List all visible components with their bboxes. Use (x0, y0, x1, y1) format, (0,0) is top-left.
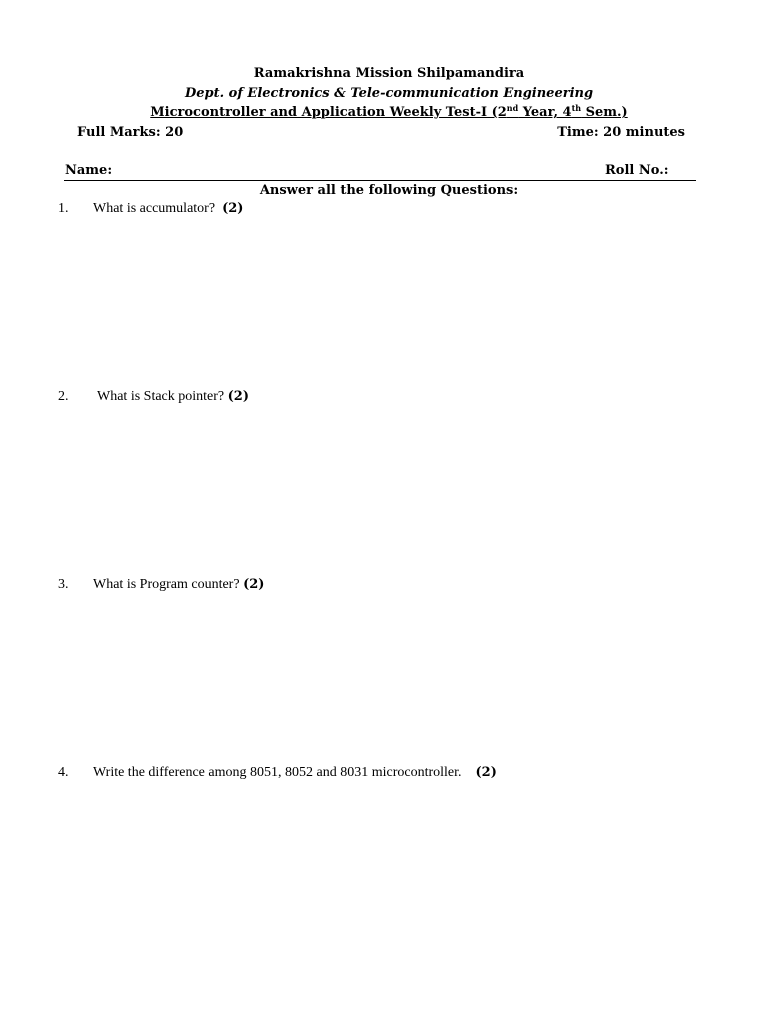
question-number: 1. (58, 201, 69, 216)
department-name: Dept. of Electronics & Tele-communication Engineering (184, 86, 594, 101)
roll-no-label: Roll No.: (605, 163, 669, 178)
test-title (0, 105, 768, 121)
question-number: 4. (58, 765, 69, 780)
question-text: What is Stack pointer? (2) (97, 389, 249, 404)
test-title-text: Microcontroller and Application Weekly Test-I (2nd Year, 4th Sem.) (150, 103, 628, 120)
header-divider (64, 180, 696, 181)
instructions: Answer all the following Questions: (259, 183, 519, 198)
question-text: Write the difference among 8051, 8052 and 8031 microcontroller. (2) (93, 765, 497, 780)
question-marks: (2) (243, 577, 265, 592)
question-marks: (2) (222, 201, 244, 216)
question-marks: (2) (227, 389, 249, 404)
question-number: 2. (58, 389, 69, 404)
question-marks: (2) (475, 765, 497, 780)
institution-name: Ramakrishna Mission Shilpamandira (253, 66, 525, 81)
time-allowed: Time: 20 minutes (557, 125, 685, 140)
question-number: 3. (58, 577, 69, 592)
question-text: What is accumulator? (2) (93, 201, 244, 216)
name-label: Name: (65, 163, 113, 178)
full-marks: Full Marks: 20 (77, 125, 184, 140)
question-text: What is Program counter? (2) (93, 577, 265, 592)
